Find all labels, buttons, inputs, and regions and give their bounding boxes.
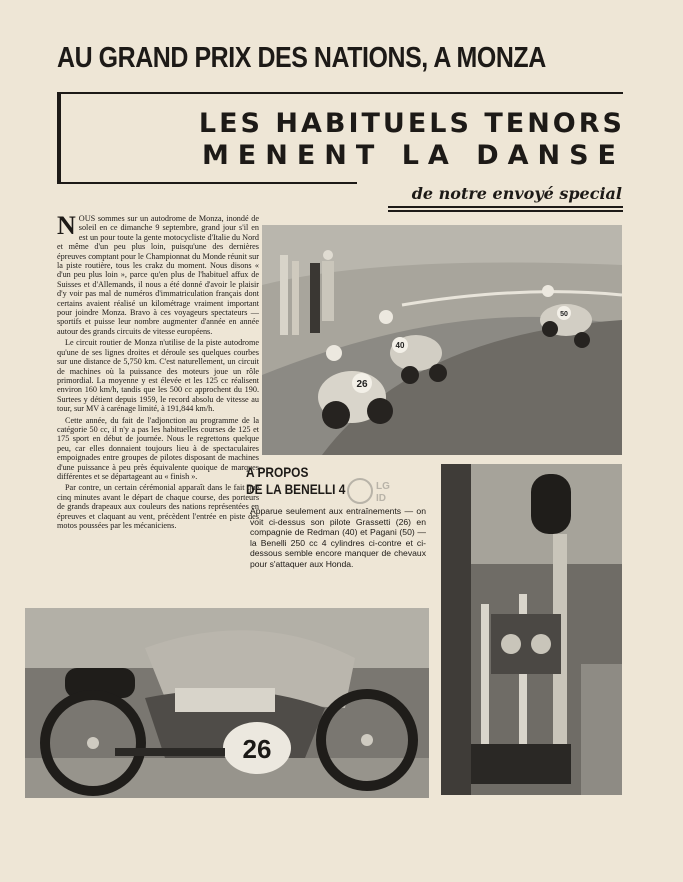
sidebar-title-line-1: A PROPOS [246, 464, 309, 480]
svg-text:50: 50 [560, 311, 568, 318]
watermark-logo [346, 474, 396, 508]
svg-text:26: 26 [242, 734, 272, 764]
article-body [57, 211, 259, 532]
byline-rule-1 [388, 206, 623, 208]
sidebar-title-line-2: DE LA BENELLI 4 [246, 481, 346, 497]
closeup-photo [25, 608, 429, 798]
kicker-title: AU GRAND PRIX DES NATIONS, A MONZA [57, 42, 546, 74]
headline-frame-left [57, 92, 61, 184]
headline-frame-top [57, 92, 623, 94]
svg-text:LG: LG [376, 481, 390, 492]
article-paragraph: Le circuit routier de Monza n'utilise de la piste autodrome qu'une de ses lignes droites et déroule ses quelques courbes sur une distance de 5,750 km. C'est naturellement, un circuit de machines où la puissance des moteurs joue un rôle primordial. La moyenne y est élevée et les 125 cc réalisent environ 160 km/h, tandis que les 500 cc approchent du 190. Surtees y détient depuis 1959, le record absolu de vitesse au tour, sur MV à carénage limité, à 191,844 km/h. [57, 338, 259, 414]
engine-photo-image [441, 464, 622, 795]
headline [130, 108, 625, 172]
drop-cap: N [57, 211, 76, 240]
byline: de notre envoyé special [411, 184, 622, 203]
svg-text:ID: ID [376, 493, 386, 504]
race-photo-image [262, 225, 622, 455]
svg-text:26: 26 [356, 379, 368, 390]
byline-rule-2 [388, 210, 623, 212]
article-paragraph: NOUS sommes sur un autodrome de Monza, inondé de soleil en ce dimanche 9 septembre, grand jour s'il en est un pour toute la gente motocycliste d'Italie du Nord et même d'un peu plus loin, puisqu'une des dernières épreuves comptant pour le Championnat du Monde réunit sur la piste routière, tous les crakz du moment. Nous disons « d'un peu plus loin », parce qu'en plus de l'habituel affux de Suisses et d'Allemands, il nous a été donné d'avoir le plaisir d'y voir pas mal de numéros d'immatriculation français dont certains avaient réalisé un kilométrage vraiment important pour joindre Monza. Bravo à ces voyageurs spectateurs — sportifs et puisse leur nombre augmenter d'année en année autour des grands circuits de vitesse européens. [57, 211, 259, 336]
race-photo [262, 225, 622, 455]
article-paragraph: Par contre, un certain cérémonial apparaît dans le fait que cinq minutes avant le départ de chaque course, des porteurs de grands drapeaux aux couleurs des nations représentées en épreuves et claquant au vent, précèdent l'entrée en piste des motos poussées par les mécaniciens. [57, 483, 259, 530]
headline-frame-bottom [57, 182, 357, 184]
engine-photo [441, 464, 622, 795]
headline-line-2: MENENT LA DANSE [201, 140, 625, 171]
headline-line-1: LES HABITUELS TENORS [198, 108, 625, 139]
sidebar-caption: Apparue seulement aux entraînements — on voit ci-dessus son pilote Grassetti (26) en compagnie de Redman (40) et Pagani (50) — la Benelli 250 cc 4 cylindres ci-contre et ci-dessous semble encore manquer de chevaux pour s'attaquer aux Honda. [250, 506, 426, 569]
closeup-photo-image [25, 608, 429, 798]
article-paragraph: Cette année, du fait de l'adjonction au programme de la catégorie 50 cc, il n'y a pas les habituelles courses de 125 et 175 sport en début de journée. Nous le regrettons quelque peu, car elles donnaient toujours lieu à de spectaculaires empoignades entre groupes de pilotes disposant de machines d'une puissance à peu près équivalente quoique de marques différentes et se départageant au « finish ». [57, 415, 259, 481]
svg-text:40: 40 [395, 341, 405, 350]
